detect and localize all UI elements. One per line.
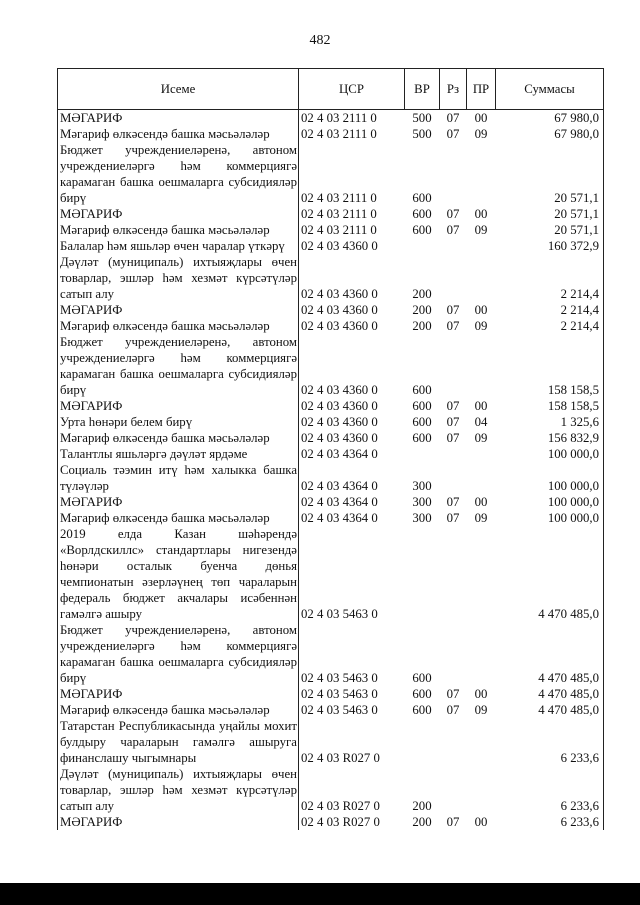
cell-pr (467, 526, 496, 622)
cell-name: Мәгариф өлкәсендә башка мәсьәләләр (58, 430, 299, 446)
cell-vr (405, 446, 440, 462)
cell-rz: 07 (446, 399, 460, 413)
header-name: Исеме (58, 69, 299, 110)
cell-pr: 09 (474, 319, 488, 333)
cell-rz (440, 334, 467, 398)
cell-vr: 300 (412, 479, 432, 493)
cell-name: Мәгариф өлкәсендә башка мәсьәләләр (58, 222, 299, 238)
cell-vr: 200 (412, 319, 432, 333)
cell-vr: 600 (412, 383, 432, 397)
cell-csr: 02 4 03 5463 0 (299, 622, 405, 686)
header-rz: Рз (440, 69, 467, 110)
cell-rz (440, 462, 467, 494)
cell-rz: 07 (446, 415, 460, 429)
cell-vr: 200 (412, 815, 432, 829)
cell-rz (440, 254, 467, 302)
cell-vr: 600 (412, 191, 432, 205)
header-csr: ЦСР (299, 69, 405, 110)
cell-csr: 02 4 03 R027 0 (299, 814, 405, 830)
cell-pr (467, 142, 496, 206)
table-row (58, 686, 604, 702)
cell-csr: 02 4 03 R027 0 (299, 766, 405, 814)
cell-rz: 07 (446, 127, 460, 141)
cell-rz (440, 142, 467, 206)
cell-sum: 4 470 485,0 (496, 686, 604, 702)
cell-sum: 67 980,0 (496, 110, 604, 127)
table-row (58, 766, 604, 814)
cell-csr: 02 4 03 4360 0 (299, 318, 405, 334)
cell-name: Мәгариф өлкәсендә башка мәсьәләләр (58, 126, 299, 142)
cell-name: Талантлы яшьләргә дәүләт ярдәме (58, 446, 299, 462)
table-row (58, 702, 604, 718)
table-row (58, 302, 604, 318)
cell-vr: 600 (412, 687, 432, 701)
cell-vr: 300 (412, 511, 432, 525)
cell-pr (467, 718, 496, 766)
cell-vr: 600 (412, 399, 432, 413)
table-row (58, 110, 604, 127)
cell-rz: 07 (446, 511, 460, 525)
cell-csr: 02 4 03 4360 0 (299, 334, 405, 398)
cell-vr (405, 238, 440, 254)
table-row (58, 494, 604, 510)
table-row (58, 462, 604, 494)
cell-sum: 4 470 485,0 (496, 702, 604, 718)
cell-sum: 158 158,5 (496, 334, 604, 398)
cell-csr: 02 4 03 2111 0 (299, 142, 405, 206)
cell-csr: 02 4 03 4364 0 (299, 510, 405, 526)
cell-sum: 2 214,4 (496, 302, 604, 318)
cell-csr: 02 4 03 2111 0 (299, 206, 405, 222)
cell-sum: 2 214,4 (496, 318, 604, 334)
cell-pr (467, 766, 496, 814)
cell-name: Социаль тәэмин итү һәм халыкка башка түләүләр (58, 462, 299, 494)
cell-rz (440, 718, 467, 766)
cell-vr: 500 (412, 111, 432, 125)
cell-pr: 00 (474, 687, 488, 701)
cell-csr: 02 4 03 4364 0 (299, 462, 405, 494)
cell-csr: 02 4 03 2111 0 (299, 126, 405, 142)
cell-pr: 09 (474, 127, 488, 141)
cell-sum: 1 325,6 (496, 414, 604, 430)
cell-rz (440, 526, 467, 622)
cell-pr: 00 (474, 207, 488, 221)
cell-name: Бюджет учреждениеләренә, автоном учреждениеләргә һәм коммерциягә карамаган башка оешмаларга субсидияләр бирү (58, 142, 299, 206)
table-row (58, 238, 604, 254)
scan-edge-bar (0, 883, 640, 905)
table-row (58, 142, 604, 206)
cell-sum: 100 000,0 (496, 462, 604, 494)
cell-pr: 09 (474, 703, 488, 717)
cell-rz (440, 446, 467, 462)
cell-name: МӘГАРИФ (58, 302, 299, 318)
table-row (58, 814, 604, 830)
cell-pr (467, 462, 496, 494)
cell-rz: 07 (446, 431, 460, 445)
table-row (58, 254, 604, 302)
cell-pr (467, 254, 496, 302)
cell-name: Дәүләт (муниципаль) ихтыяҗлары өчен товарлар, эшләр һәм хезмәт күрсәтүләр сатып алу (58, 766, 299, 814)
cell-pr: 00 (474, 111, 488, 125)
cell-sum: 100 000,0 (496, 494, 604, 510)
table-row (58, 526, 604, 622)
cell-name: Дәүләт (муниципаль) ихтыяҗлары өчен товарлар, эшләр һәм хезмәт күрсәтүләр сатып алу (58, 254, 299, 302)
cell-name: Бюджет учреждениеләренә, автоном учреждениеләргә һәм коммерциягә карамаган башка оешмаларга субсидияләр бирү (58, 622, 299, 686)
cell-csr: 02 4 03 4364 0 (299, 446, 405, 462)
cell-name: МӘГАРИФ (58, 686, 299, 702)
cell-name: МӘГАРИФ (58, 206, 299, 222)
cell-vr: 600 (412, 223, 432, 237)
cell-sum: 100 000,0 (496, 446, 604, 462)
cell-csr: 02 4 03 4360 0 (299, 302, 405, 318)
cell-rz: 07 (446, 303, 460, 317)
cell-csr: 02 4 03 R027 0 (299, 718, 405, 766)
cell-csr: 02 4 03 2111 0 (299, 110, 405, 127)
table-row (58, 222, 604, 238)
cell-sum: 156 832,9 (496, 430, 604, 446)
cell-vr: 200 (412, 287, 432, 301)
cell-sum: 20 571,1 (496, 206, 604, 222)
cell-csr: 02 4 03 4360 0 (299, 414, 405, 430)
cell-rz: 07 (446, 223, 460, 237)
cell-vr: 200 (412, 303, 432, 317)
header-sum: Суммасы (496, 69, 604, 110)
cell-rz (440, 766, 467, 814)
cell-pr: 00 (474, 815, 488, 829)
cell-vr (405, 718, 440, 766)
cell-sum: 20 571,1 (496, 222, 604, 238)
table-row (58, 414, 604, 430)
cell-name: МӘГАРИФ (58, 398, 299, 414)
cell-vr: 600 (412, 671, 432, 685)
table-row (58, 446, 604, 462)
cell-pr (467, 622, 496, 686)
cell-rz: 07 (446, 687, 460, 701)
budget-table (57, 68, 604, 830)
cell-pr (467, 334, 496, 398)
cell-name: МӘГАРИФ (58, 110, 299, 127)
cell-name: Урта һөнәри белем бирү (58, 414, 299, 430)
cell-sum: 4 470 485,0 (496, 526, 604, 622)
table-body (58, 110, 604, 831)
cell-name: Татарстан Республикасында уңайлы мохит булдыру чараларын гамәлгә ашыруга финанслашу чыгымнары (58, 718, 299, 766)
cell-sum: 158 158,5 (496, 398, 604, 414)
table-row (58, 334, 604, 398)
header-vr: ВР (405, 69, 440, 110)
cell-name: Мәгариф өлкәсендә башка мәсьәләләр (58, 510, 299, 526)
table-row (58, 718, 604, 766)
cell-pr: 00 (474, 495, 488, 509)
cell-rz: 07 (446, 207, 460, 221)
header-pr: ПР (467, 69, 496, 110)
cell-rz: 07 (446, 495, 460, 509)
cell-vr: 200 (412, 799, 432, 813)
cell-name: Мәгариф өлкәсендә башка мәсьәләләр (58, 318, 299, 334)
cell-csr: 02 4 03 5463 0 (299, 702, 405, 718)
cell-sum: 160 372,9 (496, 238, 604, 254)
cell-vr: 600 (412, 431, 432, 445)
table-header-row (58, 69, 604, 110)
cell-name: 2019 елда Казан шәһәрендә «Ворлдскиллс» стандартлары нигезендә һөнәри осталык буенча дөнья чемпионатын әзерләүнең төп чараларын федераль бюджет акчалары исәбеннән гамәлгә ашыру (58, 526, 299, 622)
cell-pr: 09 (474, 223, 488, 237)
cell-rz: 07 (446, 319, 460, 333)
cell-vr: 600 (412, 207, 432, 221)
cell-vr: 300 (412, 495, 432, 509)
cell-pr (467, 446, 496, 462)
cell-pr: 04 (474, 415, 488, 429)
cell-sum: 6 233,6 (496, 718, 604, 766)
cell-vr: 600 (412, 415, 432, 429)
cell-sum: 67 980,0 (496, 126, 604, 142)
cell-name: Балалар һәм яшьләр өчен чаралар үткәрү (58, 238, 299, 254)
table-row (58, 126, 604, 142)
cell-sum: 4 470 485,0 (496, 622, 604, 686)
cell-pr: 00 (474, 303, 488, 317)
cell-csr: 02 4 03 4360 0 (299, 398, 405, 414)
cell-rz: 07 (446, 111, 460, 125)
cell-rz (440, 622, 467, 686)
cell-csr: 02 4 03 4360 0 (299, 238, 405, 254)
page-number: 482 (309, 33, 331, 48)
cell-vr: 600 (412, 703, 432, 717)
cell-csr: 02 4 03 5463 0 (299, 526, 405, 622)
cell-rz: 07 (446, 815, 460, 829)
cell-sum: 6 233,6 (496, 814, 604, 830)
cell-pr: 09 (474, 511, 488, 525)
cell-name: Бюджет учреждениеләренә, автоном учреждениеләргә һәм коммерциягә карамаган башка оешмаларга субсидияләр бирү (58, 334, 299, 398)
table-row (58, 622, 604, 686)
cell-rz: 07 (446, 703, 460, 717)
cell-csr: 02 4 03 5463 0 (299, 686, 405, 702)
table-row (58, 510, 604, 526)
table-row (58, 398, 604, 414)
cell-name: МӘГАРИФ (58, 494, 299, 510)
cell-rz (440, 238, 467, 254)
cell-pr: 00 (474, 399, 488, 413)
cell-sum: 20 571,1 (496, 142, 604, 206)
table-row (58, 318, 604, 334)
cell-csr: 02 4 03 4364 0 (299, 494, 405, 510)
cell-pr: 09 (474, 431, 488, 445)
cell-sum: 100 000,0 (496, 510, 604, 526)
table-row (58, 206, 604, 222)
table-row (58, 430, 604, 446)
cell-sum: 2 214,4 (496, 254, 604, 302)
cell-csr: 02 4 03 2111 0 (299, 222, 405, 238)
cell-name: МӘГАРИФ (58, 814, 299, 830)
cell-csr: 02 4 03 4360 0 (299, 430, 405, 446)
cell-csr: 02 4 03 4360 0 (299, 254, 405, 302)
cell-pr (467, 238, 496, 254)
cell-sum: 6 233,6 (496, 766, 604, 814)
cell-name: Мәгариф өлкәсендә башка мәсьәләләр (58, 702, 299, 718)
cell-vr (405, 526, 440, 622)
cell-vr: 500 (412, 127, 432, 141)
